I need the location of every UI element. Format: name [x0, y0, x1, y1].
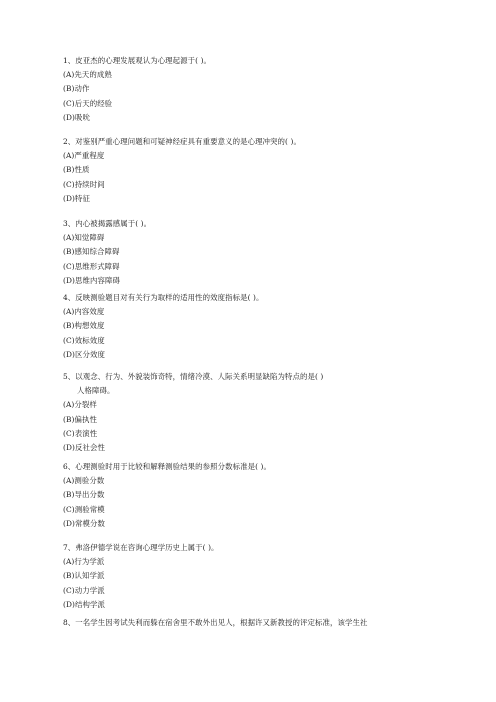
option-a: (A)分裂样 — [63, 400, 97, 410]
question-6 — [63, 460, 443, 531]
option-c: (C)动力学派 — [63, 585, 105, 595]
question-5 — [63, 370, 443, 455]
question-stem: 3、内心被揭露感属于( )。 — [63, 219, 152, 228]
question-8 — [63, 616, 443, 630]
option-d: (D)反社会性 — [63, 443, 105, 453]
question-stem: 7、弗洛伊德学说在咨询心理学历史上属于( )。 — [63, 543, 219, 552]
option-d: (D)吸吮 — [63, 112, 90, 122]
option-d: (D)常模分数 — [63, 518, 105, 528]
option-a: (A)行为学派 — [63, 557, 105, 567]
question-7 — [63, 541, 443, 612]
option-b: (B)构想效度 — [63, 321, 105, 331]
question-2 — [63, 135, 443, 206]
question-stem: 5、以观念、行为、外貌装饰奇特，情绪冷漠、人际关系明显缺陷为特点的是( ) — [63, 372, 324, 381]
question-1 — [63, 54, 443, 125]
question-4 — [63, 291, 443, 362]
option-d: (D)思维内容障碍 — [63, 275, 120, 285]
option-a: (A)内容效度 — [63, 307, 105, 317]
option-b: (B)认知学派 — [63, 571, 105, 581]
option-b: (B)导出分数 — [63, 490, 105, 500]
option-c: (C)后天的经验 — [63, 98, 113, 108]
option-b: (B)感知综合障碍 — [63, 247, 120, 257]
option-a: (A)测验分数 — [63, 476, 105, 486]
option-a: (A)严重程度 — [63, 151, 105, 161]
question-stem-continuation: 人格障碍。 — [77, 386, 115, 396]
question-stem: 4、反映测验题目对有关行为取样的适用性的效度指标是( )。 — [63, 293, 264, 302]
option-a: (A)先天的成熟 — [63, 70, 112, 80]
option-a: (A)知觉障碍 — [63, 233, 105, 243]
option-c: (C)思维形式障碍 — [63, 261, 120, 271]
option-d: (D)特征 — [63, 193, 90, 203]
option-c: (C)持续时间 — [63, 179, 105, 189]
option-b: (B)动作 — [63, 84, 90, 94]
option-b: (B)偏执性 — [63, 414, 97, 424]
option-c: (C)测验常模 — [63, 504, 105, 514]
question-stem: 2、对鉴别严重心理问题和可疑神经症具有重要意义的是心理冲突的( )。 — [63, 137, 301, 146]
question-stem: 1、皮亚杰的心理发展观认为心理起源于( )。 — [63, 56, 212, 65]
option-d: (D)区分效度 — [63, 349, 105, 359]
option-c: (C)效标效度 — [63, 335, 105, 345]
option-b: (B)性质 — [63, 165, 90, 175]
option-c: (C)表演性 — [63, 428, 98, 438]
option-d: (D)结构学派 — [63, 599, 105, 609]
question-3 — [63, 217, 443, 288]
question-stem: 8、一名学生因考试失利而躲在宿舍里不敢外出见人，根据许又新教授的评定标准，该学生社 — [63, 618, 368, 627]
question-stem: 6、心理测验时用于比较和解释测验结果的参照分数标准是( )。 — [63, 462, 271, 471]
